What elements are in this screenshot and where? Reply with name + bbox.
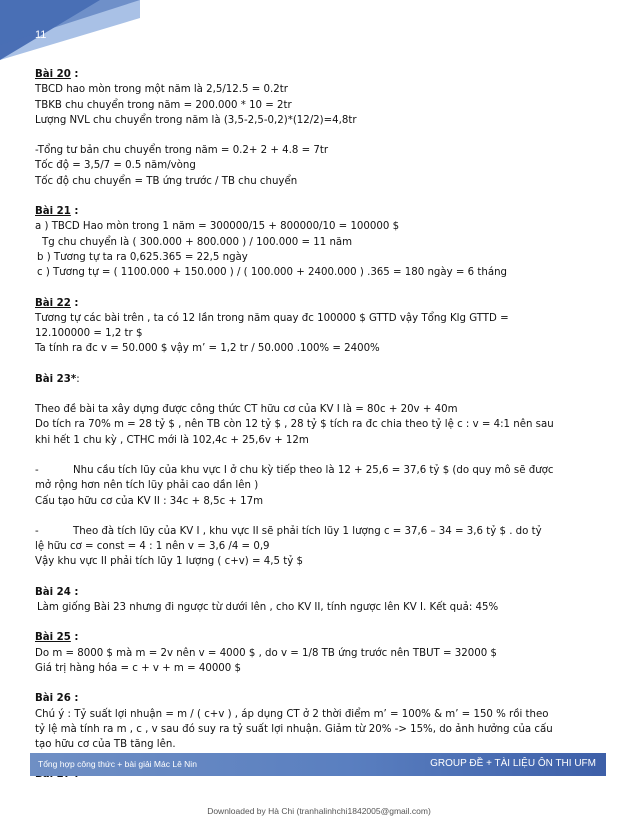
text-line: TBCD hao mòn trong một năm là 2,5/12.5 = 0.2tr xyxy=(35,84,288,96)
text-line: -Tổng tư bản chu chuyển trong năm = 0.2+ 2 + 4.8 = 7tr xyxy=(35,145,329,157)
text-line: Tương tự các bài trên , ta có 12 lần trong năm quay đc 100000 $ GTTD vậy Tổng Klg GTTD = xyxy=(35,312,509,324)
page-number: 11 xyxy=(35,29,47,41)
document-body xyxy=(35,67,610,783)
footer-left-text: Tổng hợp công thức + bài giải Mác Lê Nin xyxy=(38,759,197,769)
text-line: Giá trị hàng hóa = c + v + m = 40000 $ xyxy=(35,662,241,674)
text-line: mở rộng hơn nên tích lũy phải cao dần lên ) xyxy=(35,480,259,492)
text-line: Vậy khu vực II phải tích lũy 1 lượng ( c+v) = 4,5 tỷ $ xyxy=(35,556,303,568)
text-line: tỷ lệ mà tính ra m , c , v sau đó suy ra tỷ suất lợi nhuận. Giảm từ 20% -> 15%, do ảnh hưởng của cấu xyxy=(35,723,553,735)
text-line: Tg chu chuyển là ( 300.000 + 800.000 ) / 100.000 = 11 năm xyxy=(42,236,353,248)
text-line: tạo hữu cơ của TB tăng lên. xyxy=(35,739,176,751)
heading-bai-23: Bài 23*: xyxy=(35,373,80,385)
text-line: Theo đề bài ta xây dựng được công thức CT hữu cơ của KV I là = 80c + 20v + 40m xyxy=(35,404,458,416)
text-line: Chú ý : Tỷ suất lợi nhuận = m / ( c+v ) , áp dụng CT ở 2 thời điểm m’ = 100% & m’ = 150 % rồi theo xyxy=(35,708,549,720)
heading-bai-26: Bài 26 : xyxy=(35,693,79,705)
heading-bai-20: Bài 20 : xyxy=(35,69,79,80)
text-line: Do m = 8000 $ mà m = 2v nên v = 4000 $ , do v = 1/8 TB ứng trước nên TBUT = 32000 $ xyxy=(35,647,497,659)
text-line: Cấu tạo hữu cơ của KV II : 34c + 8,5c + 17m xyxy=(35,495,264,507)
text-line: Tốc độ chu chuyển = TB ứng trước / TB chu chuyển xyxy=(35,175,298,187)
bullet-item: - Nhu cầu tích lũy của khu vực I ở chu kỳ tiếp theo là 12 + 25,6 = 37,6 tỷ $ (do quy mô sẽ được xyxy=(35,464,554,476)
footer-bar xyxy=(30,753,606,776)
text-line: Lượng NVL chu chuyển trong năm là (3,5-2,5-0,2)*(12/2)=4,8tr xyxy=(35,114,357,126)
text-line: lệ hữu cơ = const = 4 : 1 nên v = 3,6 /4 = 0,9 xyxy=(35,541,270,553)
text-line: khi hết 1 chu kỳ , CTHC mới là 102,4c + 25,6v + 12m xyxy=(35,434,309,446)
text-line: Do tích ra 70% m = 28 tỷ $ , nên TB còn 12 tỷ $ , 28 tỷ $ tích ra đc chia theo tỷ lệ c : v = 4:1 nên sau xyxy=(35,419,554,431)
text-line: Tốc độ = 3,5/7 = 0.5 năm/vòng xyxy=(35,160,196,172)
text-line: b ) Tương tự ta ra 0,625.365 = 22,5 ngày xyxy=(37,251,248,263)
text-line: Làm giống Bài 23 nhưng đi ngược từ dưới lên , cho KV II, tính ngược lên KV I. Kết quả: 45% xyxy=(37,602,499,614)
text-line: a ) TBCD Hao mòn trong 1 năm = 300000/15 + 800000/10 = 100000 $ xyxy=(35,221,400,233)
text-line: c ) Tương tự = ( 1100.000 + 150.000 ) / ( 100.000 + 2400.000 ) .365 = 180 ngày = 6 tháng xyxy=(37,267,508,279)
download-note: Downloaded by Hà Chi (tranhalinhchi1842005@gmail.com) xyxy=(207,806,431,816)
bullet-item: - Theo đà tích lũy của KV I , khu vực II sẽ phải tích lũy 1 lượng c = 37,6 – 34 = 3,6 tỷ $ . do tỷ xyxy=(35,525,542,537)
heading-bai-22: Bài 22 : xyxy=(35,297,79,309)
text-line: 12.100000 = 1,2 tr $ xyxy=(35,328,143,340)
heading-bai-24: Bài 24 : xyxy=(35,586,79,598)
heading-bai-25: Bài 25 : xyxy=(35,632,79,644)
corner-decoration xyxy=(0,0,140,70)
heading-bai-21: Bài 21 : xyxy=(35,206,79,218)
text-line: TBKB chu chuyển trong năm = 200.000 * 10 = 2tr xyxy=(35,99,292,111)
footer-right-text: GROUP ĐỀ + TÀI LIỆU ÔN THI UFM xyxy=(430,758,596,769)
text-line: Ta tính ra đc v = 50.000 $ vậy m’ = 1,2 tr / 50.000 .100% = 2400% xyxy=(35,343,380,355)
